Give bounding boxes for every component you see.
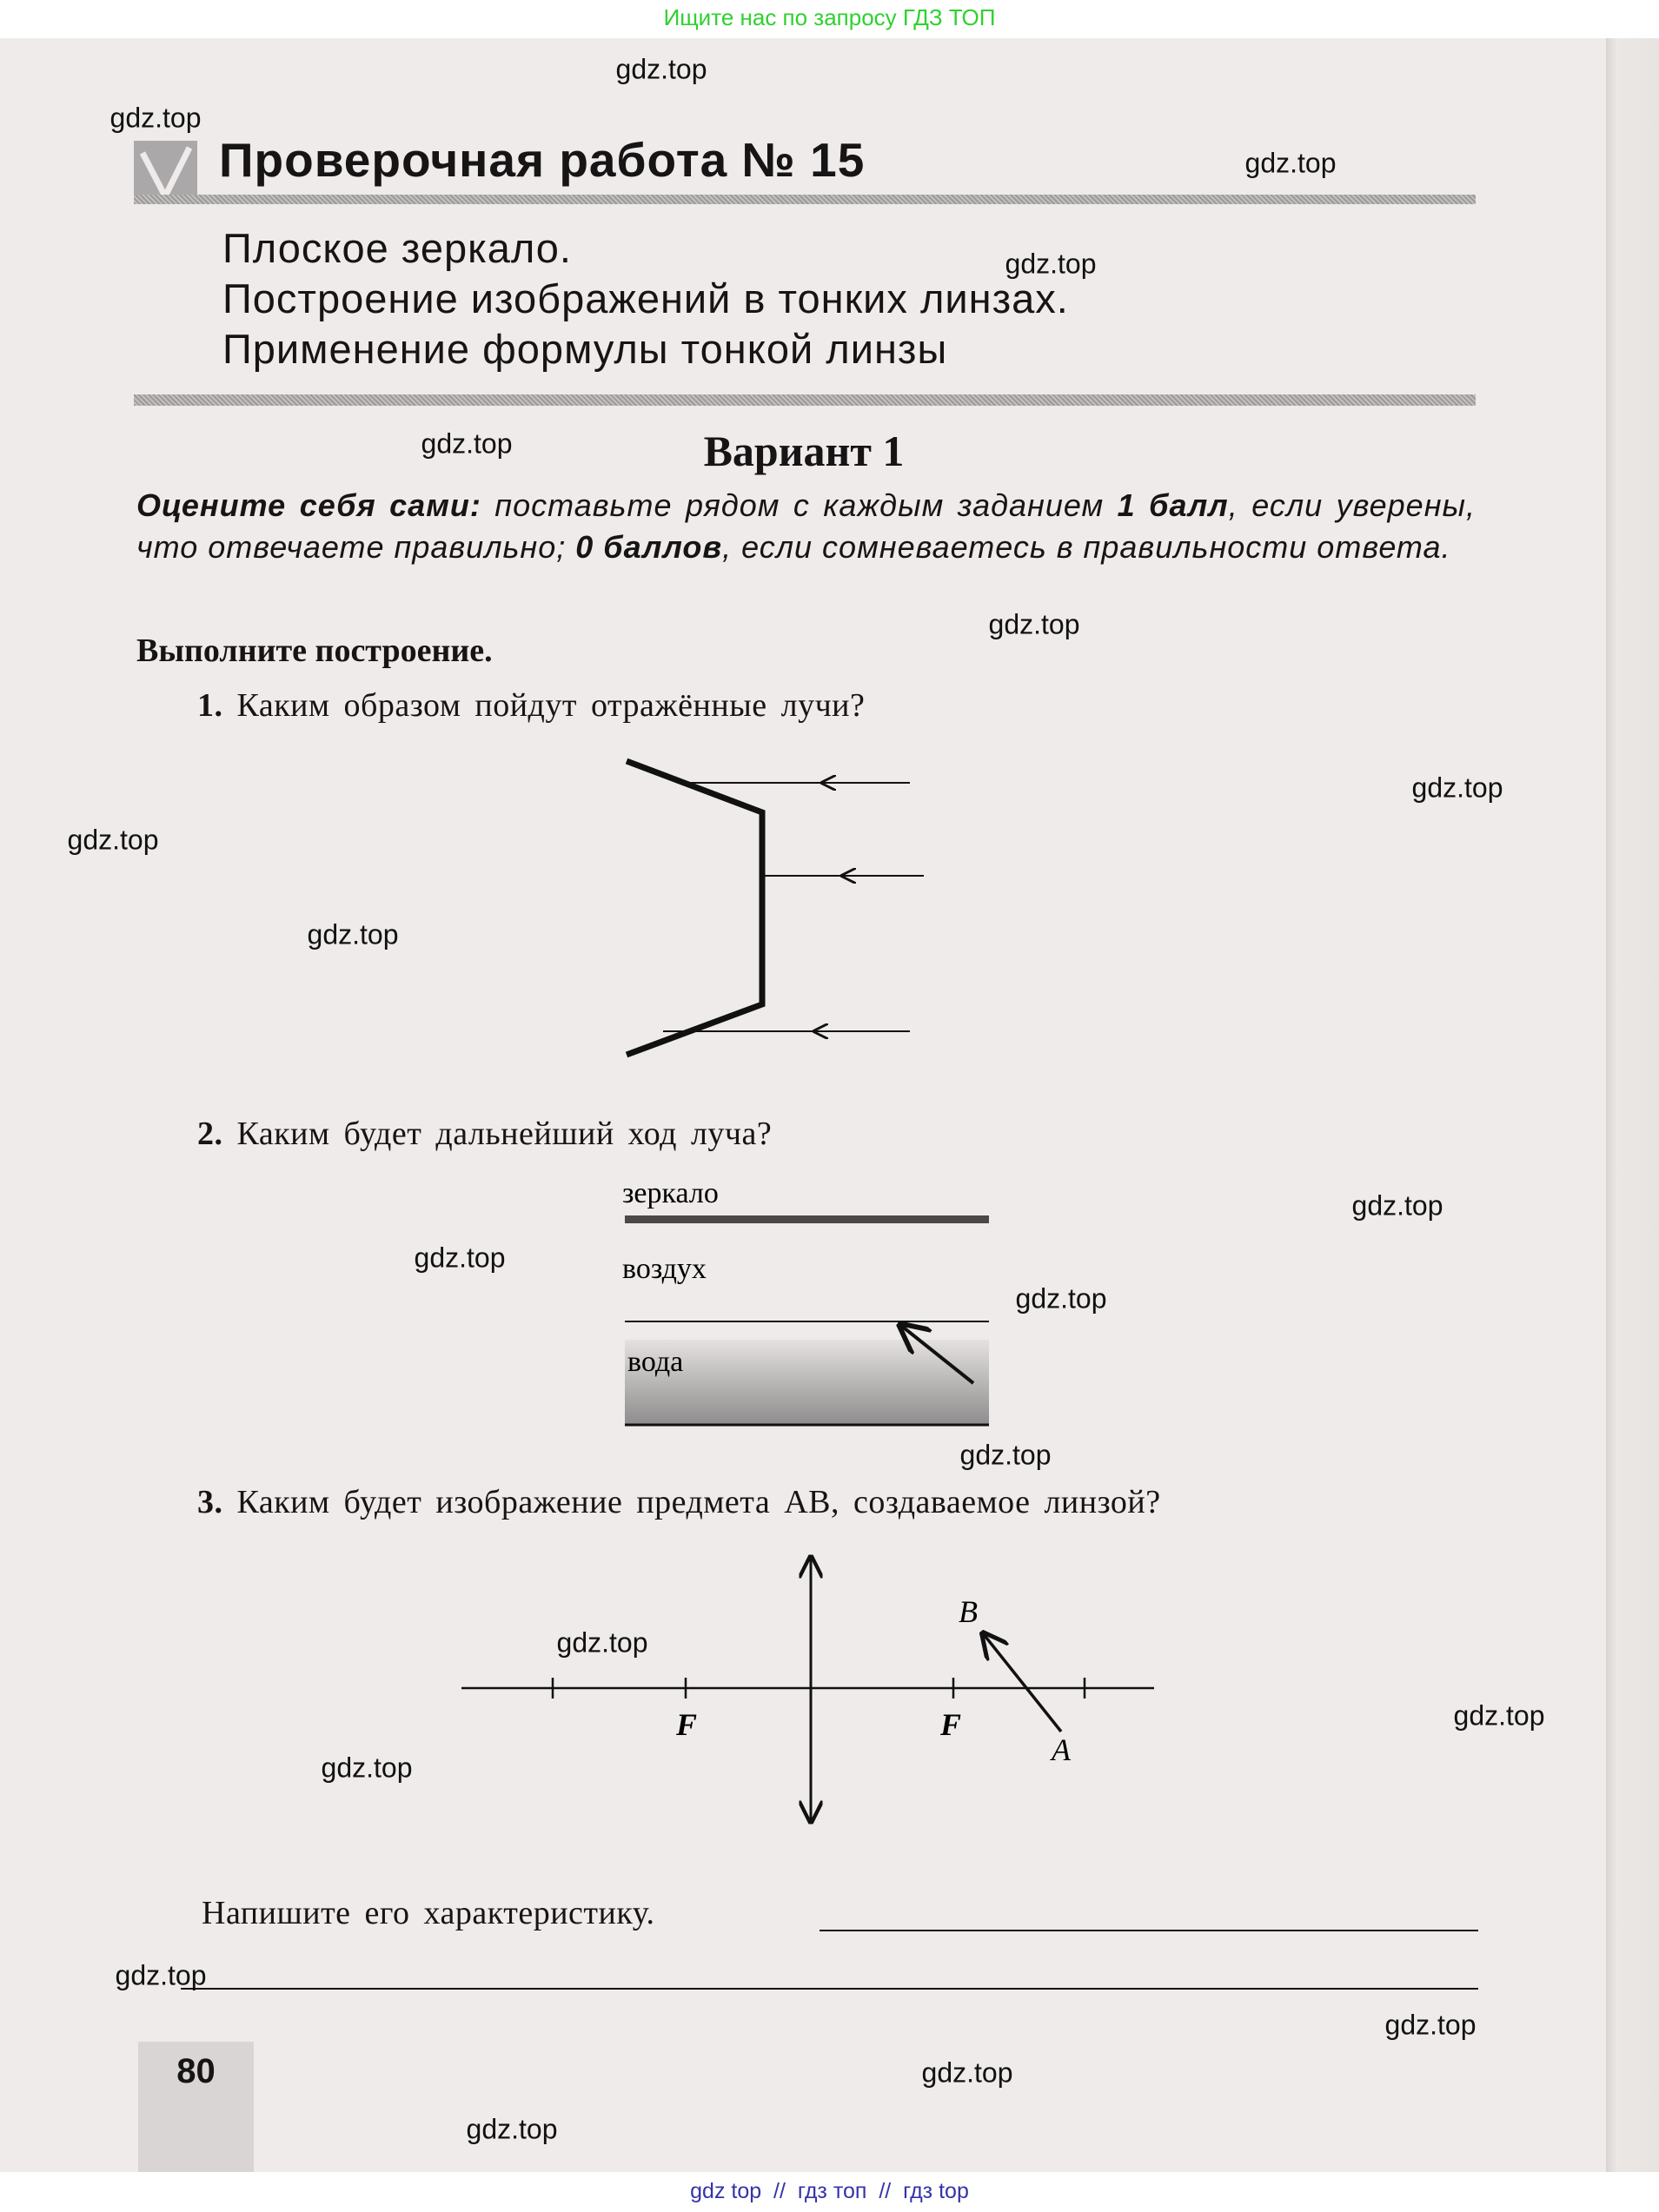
- label-f-left: F: [676, 1707, 698, 1742]
- instructions-text: поставьте рядом с каждым заданием: [481, 487, 1118, 523]
- banner-links[interactable]: gdz top // гдз топ // гдз top: [690, 2179, 969, 2203]
- watermark: gdz.top: [1005, 248, 1097, 280]
- figure-mirror-rays: [627, 761, 924, 1055]
- figure-lens: [461, 1557, 1154, 1822]
- instructions-lead: Оцените себя сами:: [136, 487, 481, 523]
- question-number: 3.: [197, 1484, 223, 1520]
- watermark: gdz.top: [1244, 147, 1337, 179]
- score-one: 1 балл: [1117, 487, 1229, 523]
- question-text: Каким образом пойдут отражённые лучи?: [236, 687, 866, 724]
- watermark: gdz.top: [988, 608, 1080, 640]
- question-text: Каким будет дальнейший ход луча?: [236, 1116, 773, 1152]
- watermark: gdz.top: [556, 1626, 648, 1659]
- instructions-text: , если сомневаетесь в правильности ответа.: [722, 529, 1451, 565]
- subtitle-line: Построение изображений в тонких линзах.: [222, 275, 1069, 321]
- answer-prompt: Напишите его характеристику.: [202, 1895, 655, 1931]
- watermark: gdz.top: [615, 53, 707, 85]
- score-zero: 0 баллов: [575, 529, 723, 565]
- watermark: gdz.top: [1411, 772, 1503, 804]
- figure-refraction: [622, 1177, 989, 1425]
- watermark: gdz.top: [1384, 2009, 1477, 2041]
- instructions-text: , если уверены, что отвечаете правильно;: [136, 487, 1476, 565]
- page-title: Проверочная работа № 15: [219, 133, 866, 187]
- label-b: B: [959, 1594, 978, 1629]
- object-ab: [983, 1633, 1061, 1732]
- watermark: gdz.top: [421, 427, 513, 460]
- watermark: gdz.top: [115, 1959, 207, 1991]
- mirror-surface: [625, 1215, 989, 1223]
- watermark: gdz.top: [307, 918, 399, 950]
- watermark: gdz.top: [1453, 1699, 1545, 1732]
- watermark: gdz.top: [109, 102, 202, 134]
- question-text: Каким будет изображение предмета AB, создаваемое линзой?: [236, 1484, 1161, 1520]
- label-a: A: [1052, 1732, 1071, 1767]
- question-number: 2.: [197, 1116, 223, 1152]
- task-heading: Выполните построение.: [136, 632, 493, 669]
- watermark: gdz.top: [321, 1752, 413, 1784]
- watermark: gdz.top: [1015, 1282, 1107, 1315]
- page-number: 80: [176, 2052, 216, 2090]
- label-water: вода: [627, 1346, 684, 1378]
- label-mirror: зеркало: [622, 1177, 719, 1209]
- watermark: gdz.top: [466, 2113, 558, 2145]
- watermark: gdz.top: [1351, 1189, 1443, 1222]
- watermark: gdz.top: [67, 824, 159, 856]
- mirror: [627, 761, 762, 1055]
- subtitle-line: Применение формулы тонкой линзы: [222, 326, 948, 372]
- question-number: 1.: [197, 687, 223, 724]
- banner-text[interactable]: Ищите нас по запросу ГДЗ ТОП: [663, 4, 996, 30]
- variant-heading: Вариант 1: [703, 427, 905, 475]
- watermark: gdz.top: [414, 1242, 506, 1274]
- bottom-banner: [0, 2172, 1659, 2212]
- label-air: воздух: [622, 1253, 707, 1285]
- watermark: gdz.top: [959, 1439, 1052, 1471]
- label-f-right: F: [940, 1707, 962, 1742]
- watermark: gdz.top: [921, 2056, 1013, 2089]
- subtitle-line: Плоское зеркало.: [222, 225, 572, 271]
